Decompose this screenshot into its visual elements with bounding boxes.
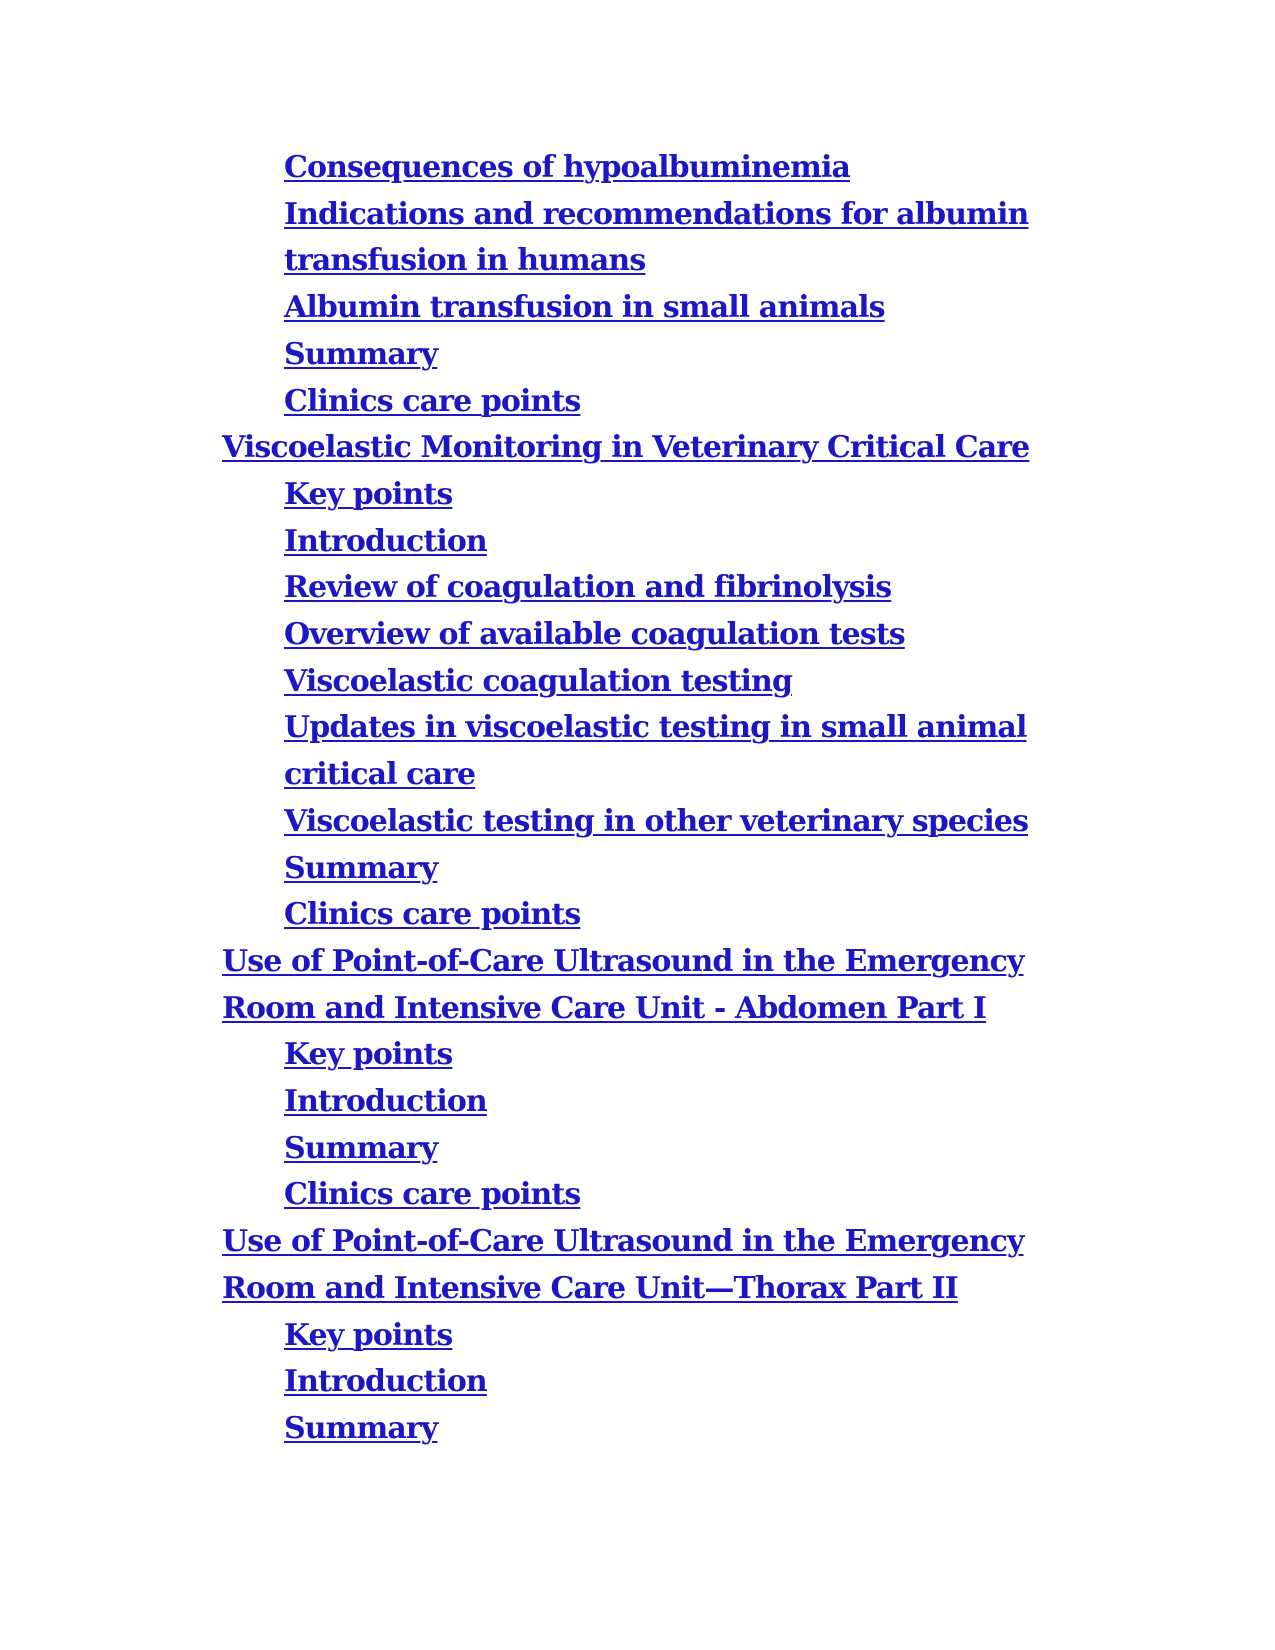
table-of-contents — [0, 145, 1275, 1453]
toc-link-summary[interactable]: Summary — [284, 1130, 438, 1166]
toc-link-overview-coagulation-tests[interactable]: Overview of available coagulation tests — [284, 617, 905, 653]
toc-link-chapter-pocus-abdomen-line-2[interactable]: Room and Intensive Care Unit - Abdomen Part I — [222, 990, 987, 1026]
toc-link-review-coagulation-fibrinolysis[interactable]: Review of coagulation and fibrinolysis — [284, 570, 892, 606]
toc-link-updates-viscoelastic-testing-line-1[interactable]: Updates in viscoelastic testing in small animal — [284, 710, 1027, 746]
toc-link-key-points[interactable]: Key points — [284, 1037, 453, 1073]
toc-link-key-points[interactable]: Key points — [284, 476, 453, 512]
toc-link-summary[interactable]: Summary — [284, 850, 438, 886]
toc-link-chapter-pocus-thorax-line-2[interactable]: Room and Intensive Care Unit—Thorax Part II — [222, 1270, 958, 1306]
toc-link-summary[interactable]: Summary — [284, 1410, 438, 1446]
toc-link-introduction[interactable]: Introduction — [284, 523, 487, 559]
toc-link-clinics-care-points[interactable]: Clinics care points — [284, 1177, 581, 1213]
toc-link-consequences-of-hypoalbuminemia[interactable]: Consequences of hypoalbuminemia — [284, 150, 850, 185]
toc-link-chapter-pocus-thorax-line-1[interactable]: Use of Point-of-Care Ultrasound in the Emergency — [222, 1224, 1024, 1260]
toc-link-key-points[interactable]: Key points — [284, 1317, 453, 1353]
toc-link-indications-albumin-transfusion-line-2[interactable]: transfusion in humans — [284, 243, 646, 279]
toc-link-summary[interactable]: Summary — [284, 336, 438, 372]
toc-link-updates-viscoelastic-testing-line-2[interactable]: critical care — [284, 757, 476, 793]
toc-link-clinics-care-points[interactable]: Clinics care points — [284, 383, 581, 419]
toc-link-albumin-transfusion-small-animals[interactable]: Albumin transfusion in small animals — [284, 290, 885, 326]
toc-link-indications-albumin-transfusion-line-1[interactable]: Indications and recommendations for albumin — [284, 196, 1029, 232]
toc-link-chapter-pocus-abdomen-line-1[interactable]: Use of Point-of-Care Ultrasound in the Emergency — [222, 943, 1024, 979]
toc-link-chapter-viscoelastic-monitoring[interactable]: Viscoelastic Monitoring in Veterinary Critical Care — [222, 430, 1030, 466]
toc-link-introduction[interactable]: Introduction — [284, 1084, 487, 1120]
toc-link-viscoelastic-testing-other-species[interactable]: Viscoelastic testing in other veterinary species — [284, 803, 1029, 839]
toc-link-clinics-care-points[interactable]: Clinics care points — [284, 897, 581, 933]
toc-link-introduction[interactable]: Introduction — [284, 1364, 487, 1400]
toc-link-viscoelastic-coagulation-testing[interactable]: Viscoelastic coagulation testing — [284, 663, 793, 699]
